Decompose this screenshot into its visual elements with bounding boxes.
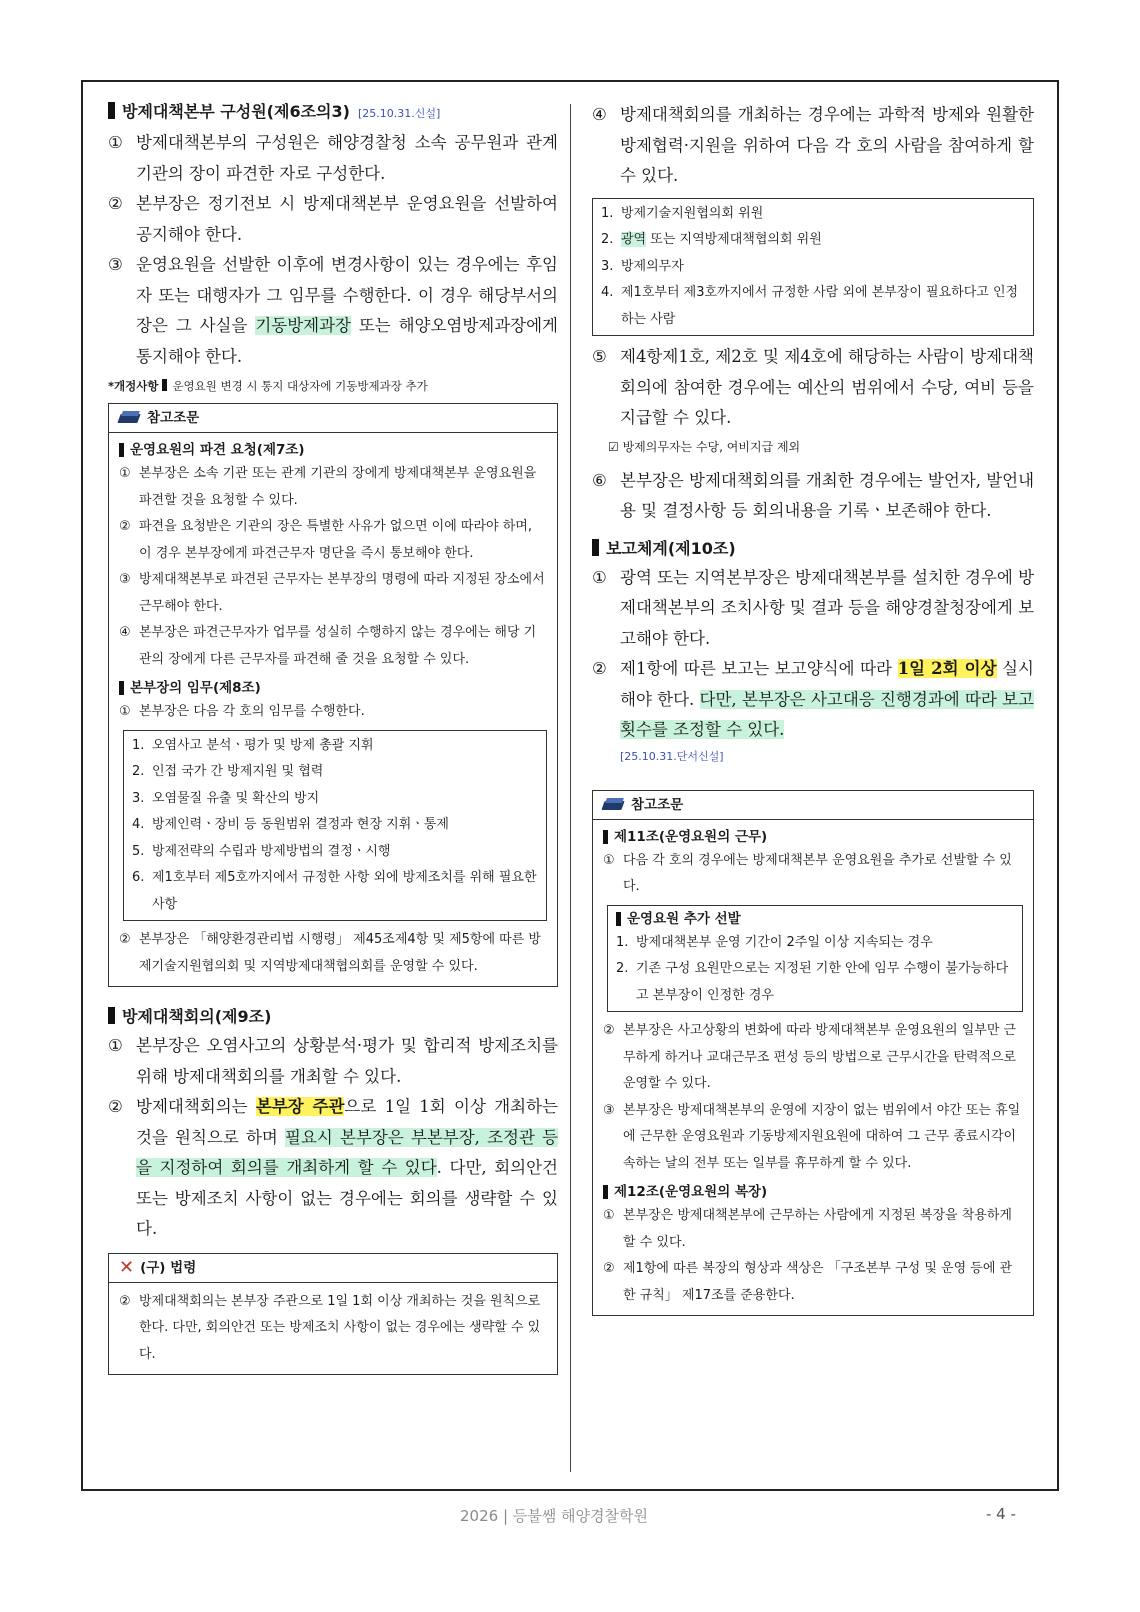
- duty-list-box: [123, 730, 547, 922]
- old-law-box: [108, 1253, 558, 1376]
- reference-box: [592, 790, 1034, 1317]
- ref-heading: 제11조(운영요원의 근무): [603, 826, 1023, 848]
- ref-clause: ① 본부장은 방제대책본부에 근무하는 사람에게 지정된 복장을 착용하게 할 수 있다.: [603, 1208, 1012, 1250]
- list-item: 4. 방제인력ㆍ장비 등 동원범위 결정과 현장 지휘ㆍ통제: [132, 817, 449, 832]
- list-item: 5. 방제전략의 수립과 방제방법의 결정ㆍ시행: [132, 843, 391, 859]
- clause: ④ 방제대책회의를 개최하는 경우에는 과학적 방제와 원활한 방제협력·지원을 위하여 다음 각 호의 사람을 참여하게 할 수 있다.: [592, 105, 1034, 185]
- clause: ① 광역 또는 지역본부장은 방제대책본부를 설치한 경우에 방제대책본부의 조치사항 및 결과 등을 해양경찰청장에게 보고해야 한다.: [592, 567, 1035, 648]
- clause: ⑥ 본부장은 방제대책회의를 개최한 경우에는 발언자, 발언내용 및 결정사항 등 회의내용을 기록ㆍ보존해야 한다.: [592, 470, 1035, 520]
- list-item: 1. 방제기술지원협의회 위원: [601, 205, 764, 221]
- right-column: [592, 100, 1034, 1316]
- ref-clause: ② 본부장은 사고상황의 변화에 따라 방제대책본부 운영요원의 일부만 근무하게 하거나 교대근무조 편성 등의 방법으로 근무시간을 탄력적으로 운영할 수 있다.: [603, 1023, 1017, 1091]
- inner-heading: 운영요원 추가 선발: [616, 908, 1014, 930]
- additional-staff-box: [607, 905, 1023, 1013]
- list-item: 6. 제1호부터 제5호까지에서 규정한 사항 외에 방제조치를 위해 필요한 사항: [132, 870, 537, 912]
- ref-clause: ① 본부장은 다음 각 호의 임무를 수행한다.: [119, 704, 365, 719]
- list-item: 2. 기존 구성 요원만으로는 지정된 기한 안에 임무 수행이 불가능하다고 본부장이 인정한 경우: [616, 961, 1009, 1003]
- clause: ⑤ 제4항제1호, 제2호 및 제4호에 해당하는 사람이 방제대책회의에 참여한 경우에는 예산의 범위에서 수당, 여비 등을 지급할 수 있다.: [592, 347, 1034, 427]
- clause: ① 본부장은 오염사고의 상황분석·평가 및 합리적 방제조치를 위해 방제대책회의를 개최할 수 있다.: [108, 1036, 558, 1086]
- highlight: 다만, 본부장은 사고대응 진행경과에 따라 보고 횟수를 조정할 수 있다.: [620, 689, 1034, 739]
- clause: ③ 운영요원을 선발한 이후에 변경사항이 있는 경우에는 후임자 또는 대행자가 그 임무를 수행한다. 이 경우 해당부서의 장은 그 사실을 기동방제과장 또는 해양오염방제과장에게 통지해야 한다.: [108, 255, 558, 366]
- participant-list-box: [592, 198, 1034, 337]
- heading-marker: [592, 539, 599, 556]
- list-item: 2. 인접 국가 간 방제지원 및 협력: [132, 764, 324, 779]
- highlight: 본부장 주관: [255, 1097, 345, 1116]
- book-icon: [603, 798, 625, 812]
- list-item: 2. 광역 또는 지역방제대책협의회 위원: [601, 232, 822, 247]
- ref-clause: ② 파견을 요청받은 기관의 장은 특별한 사유가 없으면 이에 따라야 하며, 이 경우 본부장에게 파견근무자 명단을 즉시 통보해야 한다.: [119, 519, 532, 561]
- heading-marker: [108, 1007, 115, 1024]
- highlight: 기동방제과장: [255, 316, 351, 335]
- clause: ② 제1항에 따른 보고는 보고양식에 따라 1일 2회 이상 실시해야 한다. 다만, 본부장은 사고대응 진행경과에 따라 보고 횟수를 조정할 수 있다.: [592, 659, 1034, 739]
- ref-clause: ① 다음 각 호의 경우에는 방제대책본부 운영요원을 추가로 선발할 수 있다.: [603, 852, 1012, 894]
- old-law-title: ✕ (구) 법령: [109, 1254, 557, 1283]
- reference-box-title: 참고조문: [109, 404, 557, 433]
- list-item: 3. 오염물질 유출 및 확산의 방지: [132, 790, 320, 806]
- list-item: 1. 오염사고 분석ㆍ평가 및 방제 총괄 지휘: [132, 737, 374, 753]
- ref-heading: 제12조(운영요원의 복장): [603, 1181, 1023, 1203]
- list-item: 4. 제1호부터 제3호까지에서 규정한 사람 외에 본부장이 필요하다고 인정하는 사람: [601, 285, 1019, 327]
- highlight: 광역: [621, 232, 647, 247]
- list-item: 1. 방제대책본부 운영 기간이 2주일 이상 지속되는 경우: [616, 934, 933, 950]
- reference-box: [108, 403, 558, 987]
- ref-clause: ④ 본부장은 파견근무자가 업무를 성실히 수행하지 않는 경우에는 해당 기관의 장에게 다른 근무자를 파견해 줄 것을 요청할 수 있다.: [119, 625, 537, 667]
- left-column: [108, 100, 558, 1375]
- page-number: - 4 -: [986, 1505, 1016, 1523]
- heading-marker: [108, 102, 115, 119]
- book-icon: [119, 411, 141, 425]
- amendment-tag: [25.10.31.신설]: [357, 107, 441, 120]
- highlight: 필요시 본부장은 부본부장, 조정관 등을 지정하여 회의를 개최하게 할 수 있다: [136, 1127, 559, 1177]
- old-law-clause: ② 방제대책회의는 본부장 주관으로 1일 1회 이상 개최하는 것을 원칙으로 한다. 다만, 회의안건 또는 방제조치 사항이 없는 경우에는 생략할 수 있다.: [119, 1293, 541, 1362]
- list-item: 3. 방제의무자: [601, 258, 684, 274]
- ref-clause: ③ 본부장은 방제대책본부의 운영에 지장이 없는 범위에서 야간 또는 휴일에 근무한 운영요원과 기동방제지원요원에 대하여 그 근무 종료시각이 속하는 날의 전부 또는 일부를 휴무하게 할 수 있다.: [603, 1102, 1021, 1171]
- amendment-note: *개정사항 운영요원 변경 시 통지 대상자에 기동방제과장 추가: [108, 379, 428, 393]
- section-heading-article-10: 보고체계(제10조): [592, 537, 1034, 561]
- clause: ① 방제대책본부의 구성원은 해양경찰청 소속 공무원과 관계기관의 장이 파견한 자로 구성한다.: [108, 133, 558, 183]
- ref-clause: ② 본부장은 「해양환경관리법 시행령」 제45조제4항 및 제5항에 따른 방제기술지원협의회 및 지역방제대책협의회를 운영할 수 있다.: [119, 932, 541, 974]
- clause: ② 본부장은 정기전보 시 방제대책본부 운영요원을 선발하여 공지해야 한다.: [108, 194, 558, 244]
- section-heading-article-9: 방제대책회의(제9조): [108, 1005, 558, 1029]
- ref-heading: 본부장의 임무(제8조): [119, 677, 547, 699]
- clause: ② 방제대책회의는 본부장 주관으로 1일 1회 이상 개최하는 것을 원칙으로 하며 필요시 본부장은 부본부장, 조정관 등을 지정하여 회의를 개최하게 할 수 있다. 다만, 회의안건 또는 방제조치 사항이 없는 경우에는 회의를 생략할 수 있다.: [108, 1097, 559, 1238]
- ref-clause: ① 본부장은 소속 기관 또는 관계 기관의 장에게 방제대책본부 운영요원을 파견할 것을 요청할 수 있다.: [119, 466, 537, 508]
- check-note: ☑ 방제의무자는 수당, 여비지급 제외: [608, 439, 801, 454]
- section-heading-article-6-3: 방제대책본부 구성원(제6조의3) [25.10.31.신설]: [108, 100, 558, 126]
- amendment-tag: [25.10.31.단서신설]: [620, 749, 724, 763]
- ref-clause: ② 제1항에 따른 복장의 형상과 색상은 「구조본부 구성 및 운영 등에 관한 규칙」 제17조를 준용한다.: [603, 1261, 1013, 1303]
- footer-academy: 2026 | 등불쌤 해양경찰학원: [460, 1507, 648, 1525]
- x-mark-icon: ✕: [119, 1256, 135, 1278]
- checkbox-icon: ☑: [608, 439, 623, 454]
- highlight: 1일 2회 이상: [897, 659, 997, 678]
- ref-clause: ③ 방제대책본부로 파견된 근무자는 본부장의 명령에 따라 지정된 장소에서 근무해야 한다.: [119, 572, 545, 614]
- reference-box-title: 참고조문: [593, 791, 1033, 820]
- column-divider: [570, 104, 571, 1472]
- ref-heading: 운영요원의 파견 요청(제7조): [119, 439, 547, 461]
